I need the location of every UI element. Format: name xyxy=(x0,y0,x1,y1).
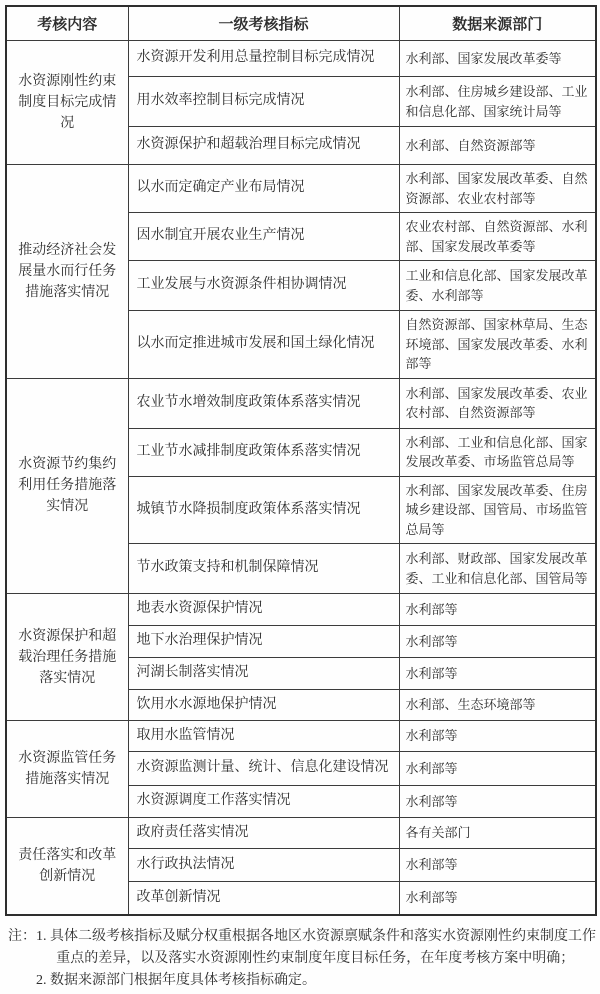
source-cell: 农业农村部、自然资源部、水利部、国家发展改革委等 xyxy=(399,213,596,261)
indicator-cell: 工业节水减排制度政策体系落实情况 xyxy=(128,428,399,476)
indicator-cell: 节水政策支持和机制保障情况 xyxy=(128,544,399,594)
indicator-cell: 农业节水增效制度政策体系落实情况 xyxy=(128,378,399,428)
table-row xyxy=(6,165,596,213)
table-row xyxy=(6,41,596,77)
group-cell-1: 水资源刚性约束制度目标完成情况 xyxy=(6,41,128,165)
source-cell: 水利部、工业和信息化部、国家发展改革委、市场监管总局等 xyxy=(399,428,596,476)
source-cell: 水利部、国家发展改革委、住房城乡建设部、国管局、市场监管总局等 xyxy=(399,476,596,544)
indicator-cell: 地下水治理保护情况 xyxy=(128,626,399,658)
indicator-cell: 河湖长制落实情况 xyxy=(128,658,399,690)
source-cell: 水利部、国家发展改革委、农业农村部、自然资源部等 xyxy=(399,378,596,428)
table-row xyxy=(6,818,596,849)
source-cell: 工业和信息化部、国家发展改革委、水利部等 xyxy=(399,261,596,311)
indicator-cell: 改革创新情况 xyxy=(128,882,399,915)
source-cell: 各有关部门 xyxy=(399,818,596,849)
indicator-cell: 水资源开发利用总量控制目标完成情况 xyxy=(128,41,399,77)
indicator-cell: 因水制宜开展农业生产情况 xyxy=(128,213,399,261)
table-row xyxy=(6,721,596,752)
source-cell: 水利部、自然资源部等 xyxy=(399,127,596,165)
indicator-cell: 饮用水水源地保护情况 xyxy=(128,690,399,721)
header-content: 考核内容 xyxy=(6,6,128,41)
indicator-cell: 政府责任落实情况 xyxy=(128,818,399,849)
group-cell-4: 水资源保护和超载治理任务措施落实情况 xyxy=(6,594,128,721)
group-cell-5: 水资源监管任务措施落实情况 xyxy=(6,721,128,818)
source-cell: 水利部、财政部、国家发展改革委、工业和信息化部、国管局等 xyxy=(399,544,596,594)
source-cell: 水利部等 xyxy=(399,786,596,818)
source-cell: 水利部、住房城乡建设部、工业和信息化部、国家统计局等 xyxy=(399,77,596,127)
indicator-cell: 水资源监测计量、统计、信息化建设情况 xyxy=(128,752,399,786)
group-cell-6: 责任落实和改革创新情况 xyxy=(6,818,128,915)
notes-label: 注： xyxy=(8,928,36,944)
note-item-1: 1. 具体二级考核指标及赋分权重根据各地区水资源禀赋条件和落实水资源刚性约束制度工作重点的差异，以及落实水资源刚性约束制度年度目标任务，在年度考核方案中明确； xyxy=(36,928,596,966)
table-row xyxy=(6,594,596,626)
source-cell: 水利部等 xyxy=(399,594,596,626)
source-cell: 水利部、国家发展改革委、自然资源部、农业农村部等 xyxy=(399,165,596,213)
source-cell: 水利部等 xyxy=(399,882,596,915)
group-cell-3: 水资源节约集约利用任务措施落实情况 xyxy=(6,378,128,594)
source-cell: 水利部等 xyxy=(399,626,596,658)
indicator-cell: 城镇节水降损制度政策体系落实情况 xyxy=(128,476,399,544)
indicator-cell: 以水而定推进城市发展和国土绿化情况 xyxy=(128,311,399,379)
indicator-cell: 水资源调度工作落实情况 xyxy=(128,786,399,818)
header-source: 数据来源部门 xyxy=(399,6,596,41)
indicator-cell: 取用水监管情况 xyxy=(128,721,399,752)
header-indicator: 一级考核指标 xyxy=(128,6,399,41)
indicator-cell: 用水效率控制目标完成情况 xyxy=(128,77,399,127)
indicator-cell: 地表水资源保护情况 xyxy=(128,594,399,626)
notes-items xyxy=(36,926,597,993)
notes xyxy=(5,926,597,993)
group-cell-2: 推动经济社会发展量水而行任务措施落实情况 xyxy=(6,165,128,379)
indicator-cell: 水行政执法情况 xyxy=(128,849,399,882)
indicator-cell: 以水而定确定产业布局情况 xyxy=(128,165,399,213)
table-row xyxy=(6,378,596,428)
indicator-cell: 工业发展与水资源条件相协调情况 xyxy=(128,261,399,311)
assessment-table xyxy=(5,5,597,916)
source-cell: 水利部、生态环境部等 xyxy=(399,690,596,721)
source-cell: 水利部等 xyxy=(399,658,596,690)
header-row xyxy=(6,6,596,41)
source-cell: 水利部、国家发展改革委等 xyxy=(399,41,596,77)
source-cell: 水利部等 xyxy=(399,849,596,882)
note-item-2: 2. 数据来源部门根据年度具体考核指标确定。 xyxy=(36,973,316,989)
source-cell: 水利部等 xyxy=(399,752,596,786)
source-cell: 水利部等 xyxy=(399,721,596,752)
source-cell: 自然资源部、国家林草局、生态环境部、国家发展改革委、水利部等 xyxy=(399,311,596,379)
indicator-cell: 水资源保护和超载治理目标完成情况 xyxy=(128,127,399,165)
